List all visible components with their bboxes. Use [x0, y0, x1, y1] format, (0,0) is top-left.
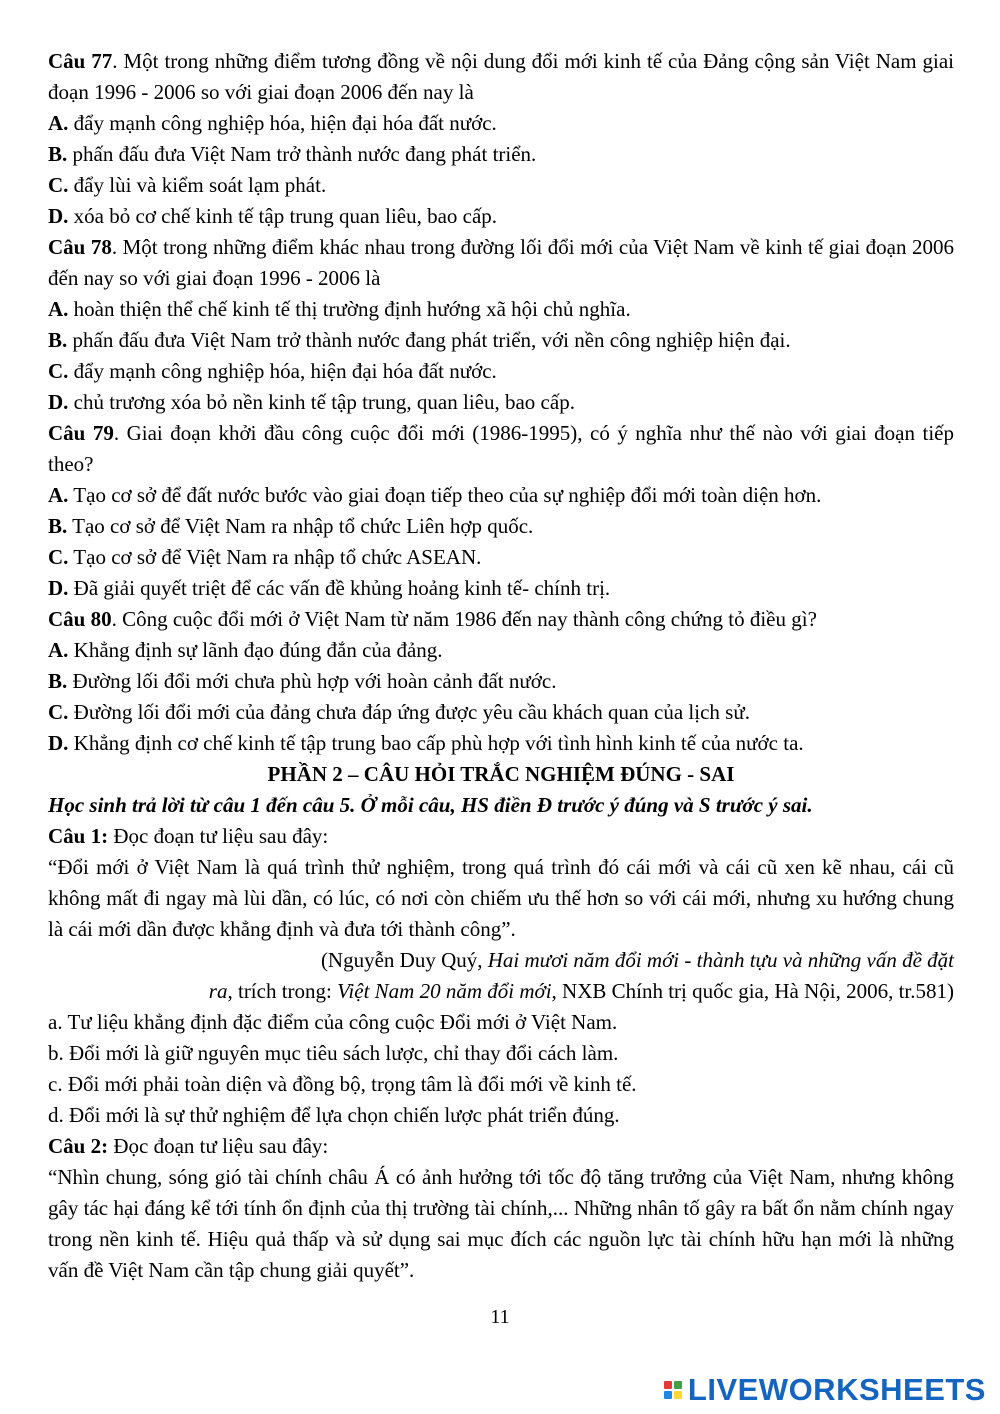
question-79-option-b: B. Tạo cơ sở để Việt Nam ra nhập tổ chức Liên hợp quốc. — [48, 514, 534, 538]
brand-name: LIVEWORKSHEETS — [687, 1372, 986, 1407]
document-page — [48, 46, 954, 1286]
tf-question-1-quote: “Đổi mới ở Việt Nam là quá trình thử nghiệm, trong quá trình đó cái mới và cái cũ xen kẽ nhau, cái cũ không mất đi ngay mà lùi dần, có lúc, có nơi còn chiếm ưu thế hơn so với cái mới, nhưng xu hướng chung là cái mới dần được khẳng định và đưa tới thành công”. — [48, 855, 954, 941]
question-80-stem: Câu 80. Công cuộc đổi mới ở Việt Nam từ năm 1986 đến nay thành công chứng tỏ điều gì? — [48, 607, 817, 631]
tf-question-1-item-d: d. Đổi mới là sự thử nghiệm để lựa chọn chiến lược phát triển đúng. — [48, 1103, 620, 1127]
tf-question-2-quote: “Nhìn chung, sóng gió tài chính châu Á có ảnh hưởng tới tốc độ tăng trưởng của Việt Nam, nhưng không gây tác hại đáng kể tới tính ổn định của thị trường tài chính,... Những nhân tố gây ra bất ổn nằm chính ngay trong nền kinh tế. Hiệu quả thấp và sử dụng sai mục đích các nguồn lực tài chính hữu hạn mới là những vấn đề Việt Nam cần tập chung giải quyết”. — [48, 1165, 954, 1282]
question-label: Câu 80 — [48, 607, 112, 631]
question-78-stem: Câu 78. Một trong những điểm khác nhau trong đường lối đổi mới của Việt Nam về kinh tế giai đoạn 2006 đến nay so với giai đoạn 1996 - 2006 là — [48, 235, 954, 290]
question-77-stem: Câu 77. Một trong những điểm tương đồng về nội dung đổi mới kinh tế của Đảng cộng sản Việt Nam giai đoạn 1996 - 2006 so với giai đoạn 2006 đến nay là — [48, 49, 954, 104]
tf-question-1-item-a: a. Tư liệu khẳng định đặc điểm của công cuộc Đổi mới ở Việt Nam. — [48, 1010, 618, 1034]
tf-question-1-prompt: Câu 1: Đọc đoạn tư liệu sau đây: — [48, 824, 329, 848]
tf-question-1-item-c: c. Đổi mới phải toàn diện và đồng bộ, trọng tâm là đổi mới về kinh tế. — [48, 1072, 637, 1096]
tf-question-1-citation: (Nguyễn Duy Quý, Hai mươi năm đổi mới - thành tựu và những vấn đề đặt — [320, 948, 954, 972]
question-79-option-a: A. Tạo cơ sở để đất nước bước vào giai đoạn tiếp theo của sự nghiệp đổi mới toàn diện hơn. — [48, 483, 822, 507]
question-77-option-c: C. đẩy lùi và kiểm soát lạm phát. — [48, 173, 327, 197]
part-2-heading: PHẦN 2 – CÂU HỎI TRẮC NGHIỆM ĐÚNG - SAI — [267, 762, 735, 786]
liveworksheets-logo[interactable] — [664, 1372, 986, 1408]
question-79-option-d: D. Đã giải quyết triệt để các vấn đề khủng hoảng kinh tế- chính trị. — [48, 576, 611, 600]
question-label: Câu 78 — [48, 235, 112, 259]
tf-question-1-item-b: b. Đổi mới là giữ nguyên mục tiêu sách lược, chỉ thay đổi cách làm. — [48, 1041, 619, 1065]
tf-question-1-citation-cont: ra, trích trong: Việt Nam 20 năm đổi mới, NXB Chính trị quốc gia, Hà Nội, 2006, tr.581) — [208, 979, 954, 1003]
question-80-option-c: C. Đường lối đổi mới của đảng chưa đáp ứng được yêu cầu khách quan của lịch sử. — [48, 700, 750, 724]
question-label: Câu 79 — [48, 421, 114, 445]
question-77-option-b: B. phấn đấu đưa Việt Nam trở thành nước đang phát triển. — [48, 142, 537, 166]
tf-question-2-prompt: Câu 2: Đọc đoạn tư liệu sau đây: — [48, 1134, 329, 1158]
question-77-option-d: D. xóa bỏ cơ chế kinh tế tập trung quan liêu, bao cấp. — [48, 204, 498, 228]
part-2-instruction: Học sinh trả lời từ câu 1 đến câu 5. Ở mỗi câu, HS điền Đ trước ý đúng và S trước ý sai. — [48, 793, 813, 817]
question-78-option-b: B. phấn đấu đưa Việt Nam trở thành nước đang phát triển, với nền công nghiệp hiện đại. — [48, 328, 791, 352]
question-77-option-a: A. đẩy mạnh công nghiệp hóa, hiện đại hóa đất nước. — [48, 111, 497, 135]
question-78-option-c: C. đẩy mạnh công nghiệp hóa, hiện đại hóa đất nước. — [48, 359, 497, 383]
question-79-option-c: C. Tạo cơ sở để Việt Nam ra nhập tổ chức ASEAN. — [48, 545, 482, 569]
page-number: 11 — [490, 1306, 510, 1328]
question-label: Câu 77 — [48, 49, 113, 73]
question-80-option-d: D. Khẳng định cơ chế kinh tế tập trung bao cấp phù hợp với tình hình kinh tế của nước ta. — [48, 731, 804, 755]
liveworksheets-logo-icon — [664, 1381, 682, 1399]
question-80-option-b: B. Đường lối đổi mới chưa phù hợp với hoàn cảnh đất nước. — [48, 669, 557, 693]
question-78-option-d: D. chủ trương xóa bỏ nền kinh tế tập trung, quan liêu, bao cấp. — [48, 390, 575, 414]
question-80-option-a: A. Khẳng định sự lãnh đạo đúng đắn của đảng. — [48, 638, 443, 662]
question-78-option-a: A. hoàn thiện thể chế kinh tế thị trường định hướng xã hội chủ nghĩa. — [48, 297, 631, 321]
question-79-stem: Câu 79. Giai đoạn khởi đầu công cuộc đổi mới (1986-1995), có ý nghĩa như thế nào với giai đoạn tiếp theo? — [48, 421, 954, 476]
